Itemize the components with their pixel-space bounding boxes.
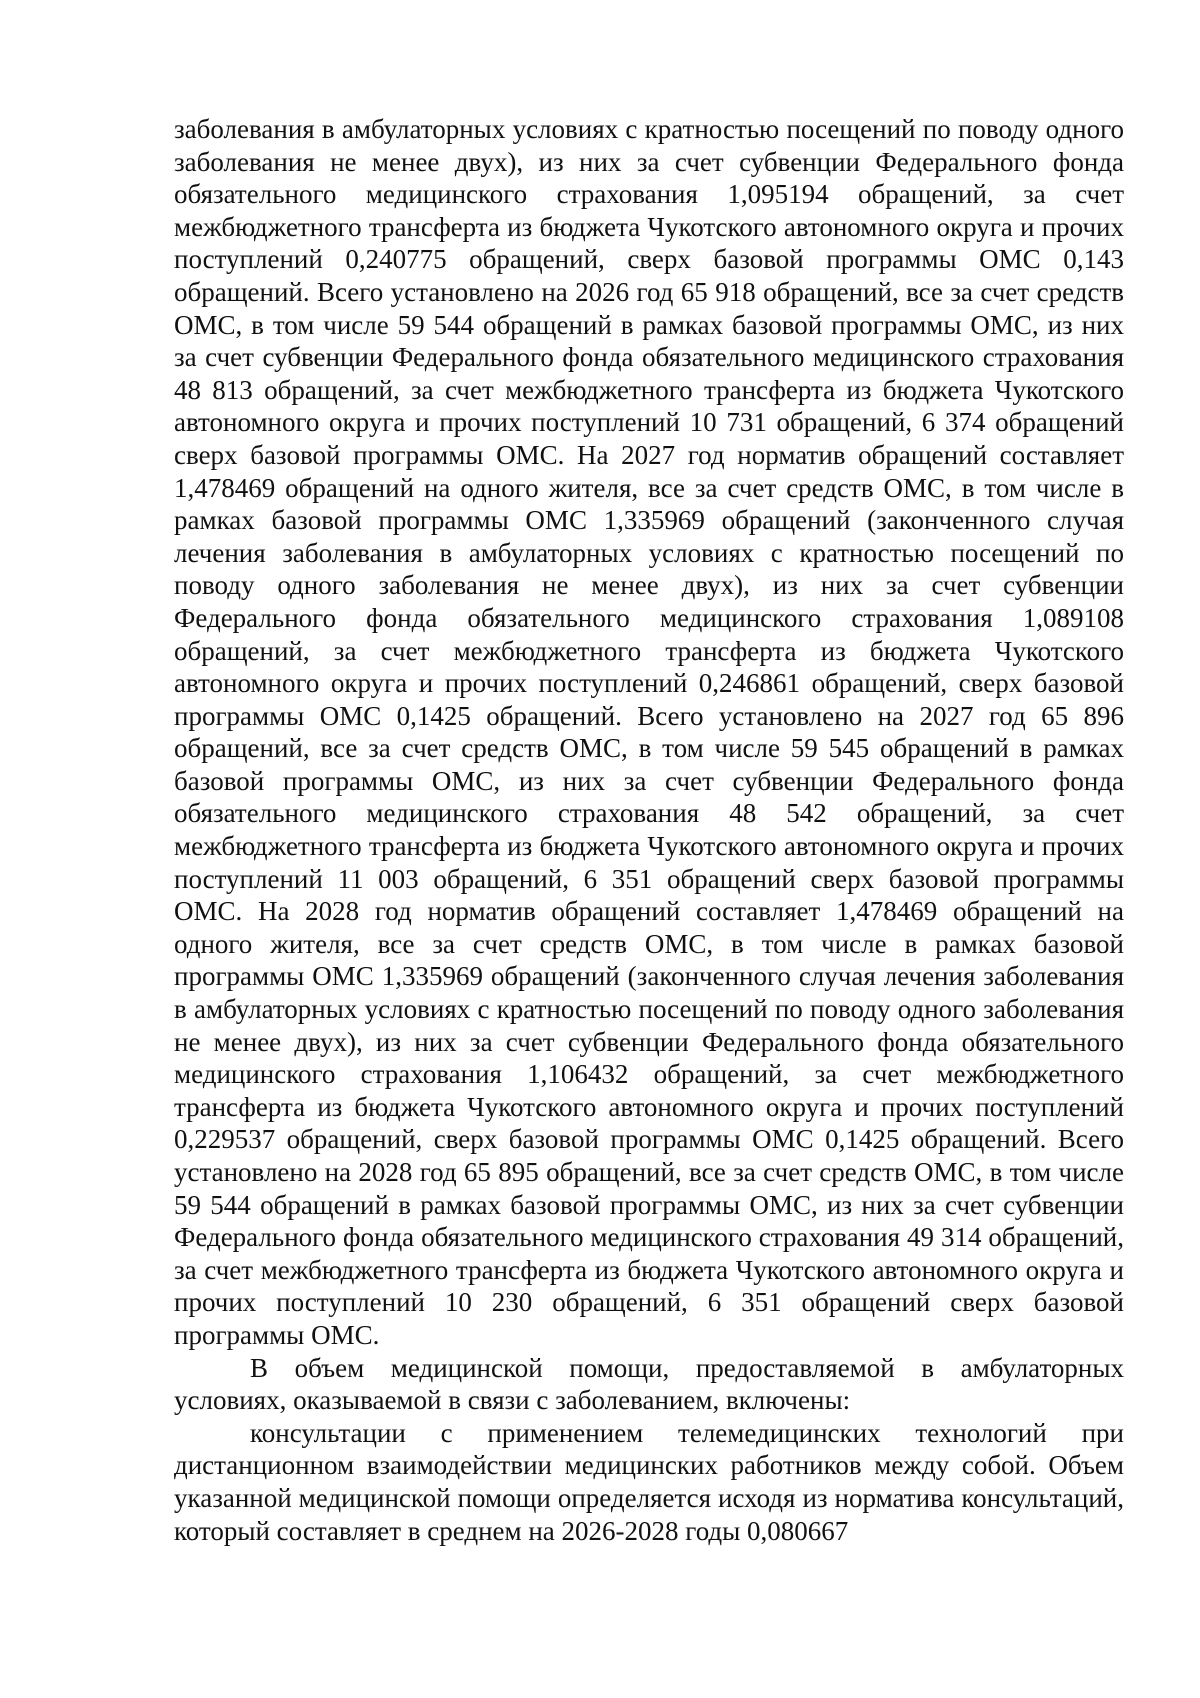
- paragraph-included-volume: В объем медицинской помощи, предоставляемой в амбулаторных условиях, оказываемой в связи с заболеванием, включены:: [174, 1352, 1124, 1416]
- paragraph-continued-norms: заболевания в амбулаторных условиях с кратностью посещений по поводу одного заболевания не менее двух), из них за счет субвенции Федерального фонда обязательного медицинского страхования 1,095194 обращений, за счет межбюджетного трансферта из бюджета Чукотского автономного округа и прочих поступлений 0,240775 обращений, сверх базовой программы ОМС 0,143 обращений. Всего установлено на 2026 год 65 918 обращений, все за счет средств ОМС, в том числе 59 544 обращений в рамках базовой программы ОМС, из них за счет субвенции Федерального фонда обязательного медицинского страхования 48 813 обращений, за счет межбюджетного трансферта из бюджета Чукотского автономного округа и прочих поступлений 10 731 обращений, 6 374 обращений сверх базовой программы ОМС. На 2027 год норматив обращений составляет 1,478469 обращений на одного жителя, все за счет средств ОМС, в том числе в рамках базовой программы ОМС 1,335969 обращений (законченного случая лечения заболевания в амбулаторных условиях с кратностью посещений по поводу одного заболевания не менее двух), из них за счет субвенции Федерального фонда обязательного медицинского страхования 1,089108 обращений, за счет межбюджетного трансферта из бюджета Чукотского автономного округа и прочих поступлений 0,246861 обращений, сверх базовой программы ОМС 0,1425 обращений. Всего установлено на 2027 год 65 896 обращений, все за счет средств ОМС, в том числе 59 545 обращений в рамках базовой программы ОМС, из них за счет субвенции Федерального фонда обязательного медицинского страхования 48 542 обращений, за счет межбюджетного трансферта из бюджета Чукотского автономного округа и прочих поступлений 11 003 обращений, 6 351 обращений сверх базовой программы ОМС. На 2028 год норматив обращений составляет 1,478469 обращений на одного жителя, все за счет средств ОМС, в том числе в рамках базовой программы ОМС 1,335969 обращений (законченного случая лечения заболевания в амбулаторных условиях с кратностью посещений по поводу одного заболевания не менее двух), из них за счет субвенции Федерального фонда обязательного медицинского страхования 1,106432 обращений, за счет межбюджетного трансферта из бюджета Чукотского автономного округа и прочих поступлений 0,229537 обращений, сверх базовой программы ОМС 0,1425 обращений. Всего установлено на 2028 год 65 895 обращений, все за счет средств ОМС, в том числе 59 544 обращений в рамках базовой программы ОМС, из них за счет субвенции Федерального фонда обязательного медицинского страхования 49 314 обращений, за счет межбюджетного трансферта из бюджета Чукотского автономного округа и прочих поступлений 10 230 обращений, 6 351 обращений сверх базовой программы ОМС.: [174, 114, 1124, 1350]
- document-page: [174, 113, 1124, 1547]
- paragraph-telemedicine: консультации с применением телемедицинских технологий при дистанционном взаимодействии медицинских работников между собой. Объем указанной медицинской помощи определяется исходя из норматива консультаций, который составляет в среднем на 2026-2028 годы 0,080667: [174, 1417, 1124, 1546]
